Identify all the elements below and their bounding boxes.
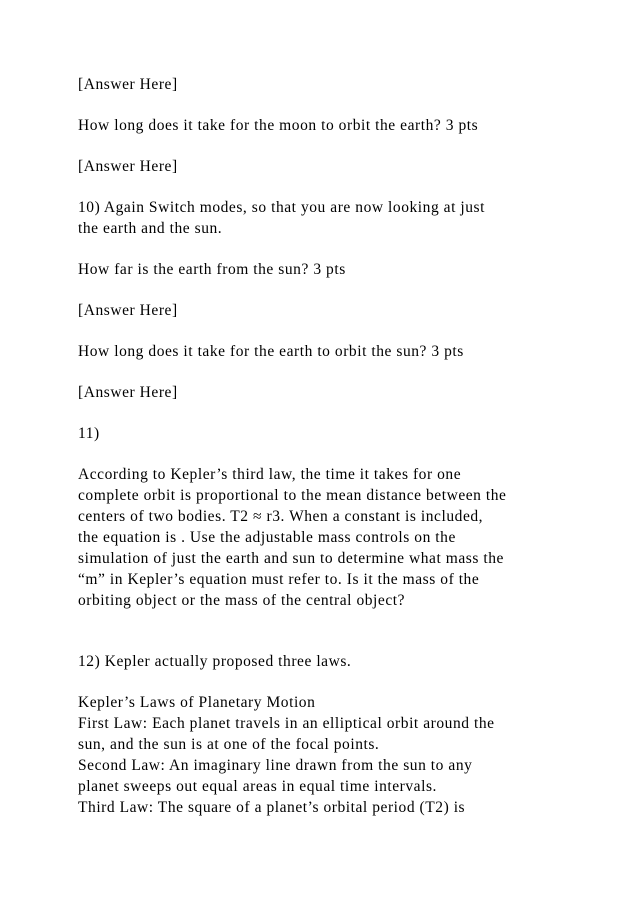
text-line: According to Kepler’s third law, the time it takes for one	[78, 466, 462, 483]
section-heading: Kepler’s Laws of Planetary Motion	[78, 694, 316, 711]
text-line: sun, and the sun is at one of the focal points.	[78, 736, 380, 753]
text-line: the equation is . Use the adjustable mass controls on the	[78, 529, 456, 546]
text-line: complete orbit is proportional to the mean distance between the	[78, 487, 507, 504]
text-line: centers of two bodies. T2 ≈ r3. When a constant is included,	[78, 508, 484, 525]
text-line: [Answer Here]	[78, 158, 178, 175]
text-line: [Answer Here]	[78, 302, 178, 319]
text-line: the earth and the sun.	[78, 220, 223, 237]
text-line: How far is the earth from the sun? 3 pts	[78, 261, 346, 278]
instruction-switch-modes	[78, 197, 618, 239]
question-number-12	[78, 651, 618, 672]
text-line: How long does it take for the moon to orbit the earth? 3 pts	[78, 117, 479, 134]
kepler-laws-list	[78, 692, 618, 818]
text-line: planet sweeps out equal areas in equal time intervals.	[78, 778, 437, 795]
kepler-third-law-question	[78, 464, 618, 611]
document-body	[78, 74, 618, 838]
text-line: [Answer Here]	[78, 76, 178, 93]
text-line: Second Law: An imaginary line drawn from the sun to any	[78, 757, 473, 774]
question-moon-orbit-time	[78, 115, 618, 136]
text-line: 12) Kepler actually proposed three laws.	[78, 653, 352, 670]
text-line: simulation of just the earth and sun to determine what mass the	[78, 550, 504, 567]
text-line: [Answer Here]	[78, 384, 178, 401]
answer-placeholder	[78, 300, 618, 321]
question-earth-sun-distance	[78, 259, 618, 280]
text-line: 10) Again Switch modes, so that you are now looking at just	[78, 199, 485, 216]
question-earth-orbit-time	[78, 341, 618, 362]
answer-placeholder	[78, 382, 618, 403]
text-line: orbiting object or the mass of the central object?	[78, 592, 406, 609]
text-line: How long does it take for the earth to orbit the sun? 3 pts	[78, 343, 464, 360]
question-number-11	[78, 423, 618, 444]
text-line: 11)	[78, 425, 100, 442]
answer-placeholder	[78, 156, 618, 177]
answer-placeholder	[78, 74, 618, 95]
text-line: “m” in Kepler’s equation must refer to. Is it the mass of the	[78, 571, 480, 588]
text-line: Third Law: The square of a planet’s orbital period (T2) is	[78, 799, 466, 816]
text-line: First Law: Each planet travels in an elliptical orbit around the	[78, 715, 495, 732]
